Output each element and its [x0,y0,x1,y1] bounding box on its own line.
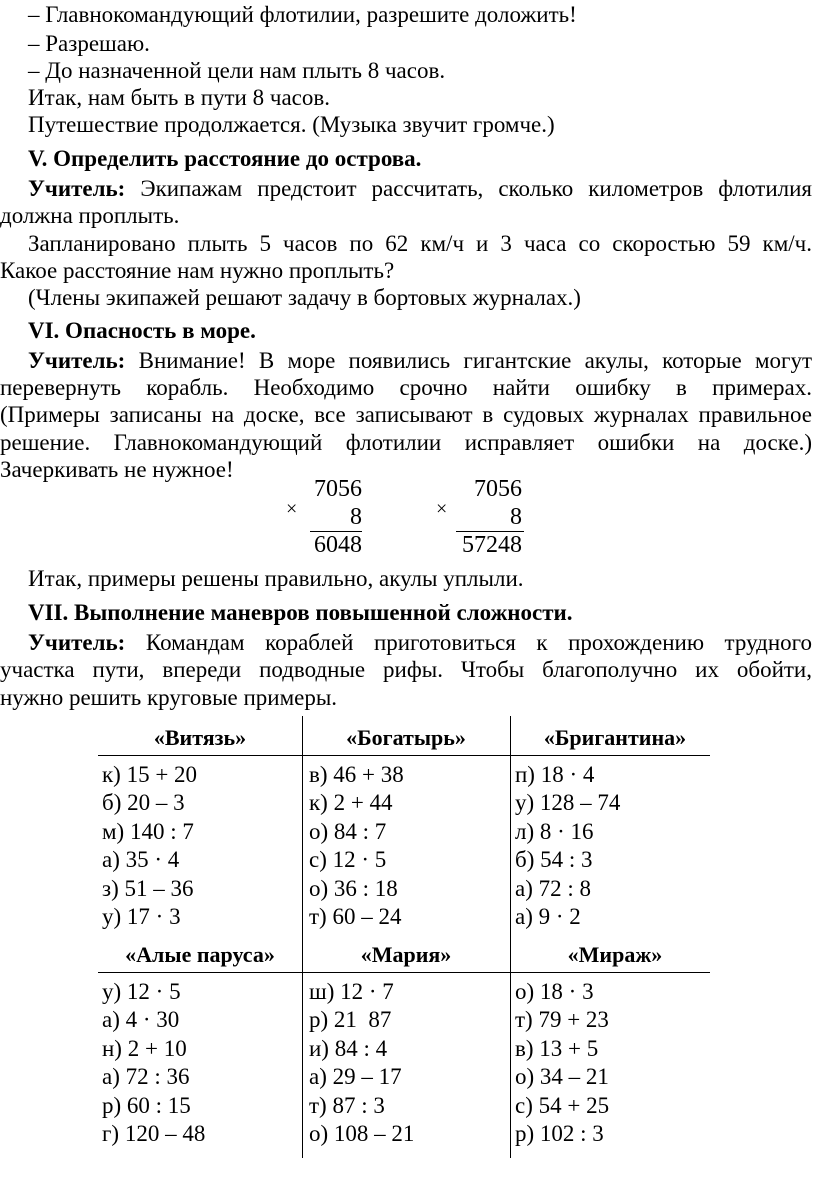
paragraph-text: Экипажам предстоит рассчитать, сколько километров флотилия [140,176,812,201]
multiply-sign: × [436,498,448,520]
section-6-line-3: (Примеры записаны на доске, все записывают в судовых журналах правильное [0,402,812,427]
example-item: с) 54 + 25 [515,1092,610,1118]
example-item: б) 54 : 3 [515,847,593,873]
section-6-line-1 [28,346,812,375]
example-item: н) 2 + 10 [102,1035,187,1061]
example-item: т) 87 : 3 [309,1092,385,1118]
teacher-label: Учитель: [28,176,126,201]
table-rule-1 [98,755,710,756]
product: 6048 [314,532,362,558]
example-item: о) 36 : 18 [309,875,398,901]
example-item: о) 108 – 21 [309,1120,415,1146]
example-item: г) 120 – 48 [102,1120,206,1146]
section-7-line-2: участка пути, впереди подводные рифы. Чтобы благополучно их обойти, [0,657,812,682]
section-6-line-5: Зачеркивать не нужное! [0,457,234,482]
team-name: «Бригантина» [543,725,687,750]
example-item: з) 51 – 36 [102,875,194,901]
examples-cell [515,978,609,1148]
section-5-paragraph-2-line-1: Запланировано плыть 5 часов по 62 км/ч и 3 часа со скоростью 59 км/ч. [28,231,812,256]
example-item: а) 29 – 17 [309,1064,402,1090]
multiplication-example-2 [436,475,536,560]
example-item: а) 72 : 8 [515,875,592,901]
team-name: «Мираж» [567,942,663,967]
team-name: «Богатырь» [346,725,466,750]
example-item: о) 34 – 21 [515,1064,609,1090]
multiply-sign: × [286,498,298,520]
paragraph-text: Внимание! В море появились гигантские акулы, которые могут [138,348,813,373]
examples-cell [309,978,414,1148]
example-item: а) 35 · 4 [102,847,180,873]
dialogue-line-1: – Главнокомандующий флотилии, разрешите доложить! [28,2,577,27]
section-6-line-4: решение. Главнокомандующий флотилии исправляет ошибки на доске.) [0,430,812,455]
dialogue-line-4: Итак, нам быть в пути 8 часов. [28,85,330,110]
example-item: у) 17 · 3 [102,903,181,929]
section-6-line-2: перевернуть корабль. Необходимо срочно найти ошибку в примерах. [0,375,812,400]
section-6-conclusion: Итак, примеры решены правильно, акулы уплыли. [28,566,524,591]
example-item: к) 2 + 44 [309,790,393,816]
paragraph-text: Командам кораблей приготовиться к прохождению трудного [145,630,812,655]
team-name: «Витязь» [153,725,247,750]
section-5-paragraph-2-line-2: Какое расстояние нам нужно проплыть? [0,258,395,283]
example-item: о) 18 · 3 [515,979,594,1004]
section-6-heading: VI. Опасность в море. [28,318,256,343]
section-7-heading: VII. Выполнение маневров повышенной сложности. [28,600,573,625]
example-item: р) 21 87 [309,1007,392,1033]
dialogue-line-5: Путешествие продолжается. (Музыка звучит громче.) [28,112,555,137]
table-rule-2 [98,972,710,973]
teacher-label: Учитель: [28,630,126,655]
example-item: с) 12 · 5 [309,847,387,873]
example-item: т) 60 – 24 [309,903,402,929]
example-item: б) 20 – 3 [102,790,185,816]
section-5-paragraph-3: (Члены экипажей решают задачу в бортовых журналах.) [28,285,581,310]
example-item: р) 60 : 15 [102,1092,191,1118]
example-item: и) 84 : 4 [309,1035,388,1061]
examples-cell [309,761,404,931]
example-item: л) 8 · 16 [515,818,594,844]
multiplicand: 7056 [474,476,522,502]
example-item: м) 140 : 7 [102,818,194,844]
example-item: п) 18 · 4 [515,762,595,787]
team-name: «Алые паруса» [125,942,275,967]
section-5-heading: V. Определить расстояние до острова. [28,146,422,171]
multiplier: 8 [510,504,522,530]
example-item: т) 79 + 23 [515,1007,609,1033]
example-item: а) 4 · 30 [102,1007,180,1033]
example-item: у) 12 · 5 [102,979,181,1004]
multiplication-example-1 [286,475,376,560]
example-item: ш) 12 · 7 [309,979,394,1004]
example-item: к) 15 + 20 [102,762,198,787]
table-divider-2 [510,716,511,1158]
section-7-line-1 [28,628,812,657]
dialogue-line-3: – До назначенной цели нам плыть 8 часов. [28,58,446,83]
example-item: а) 9 · 2 [515,903,581,929]
section-5-paragraph-1-line-2: должна проплыть. [0,203,180,228]
examples-cell [102,761,197,931]
multiplier: 8 [350,504,362,530]
example-item: р) 102 : 3 [515,1120,604,1146]
section-5-paragraph-1-line-1 [28,174,812,203]
dialogue-line-2: – Разрешаю. [28,31,150,56]
teacher-label: Учитель: [28,348,126,373]
team-name: «Мария» [360,942,452,967]
example-item: у) 128 – 74 [515,790,621,816]
product: 57248 [462,532,522,558]
examples-cell [102,978,205,1148]
example-item: в) 13 + 5 [515,1035,599,1061]
multiplicand: 7056 [314,476,362,502]
example-item: о) 84 : 7 [309,818,387,844]
example-item: а) 72 : 36 [102,1064,190,1090]
examples-cell [515,761,620,931]
section-7-line-3: нужно решить круговые примеры. [0,685,338,710]
table-divider-1 [302,716,303,1158]
example-item: в) 46 + 38 [309,762,404,787]
